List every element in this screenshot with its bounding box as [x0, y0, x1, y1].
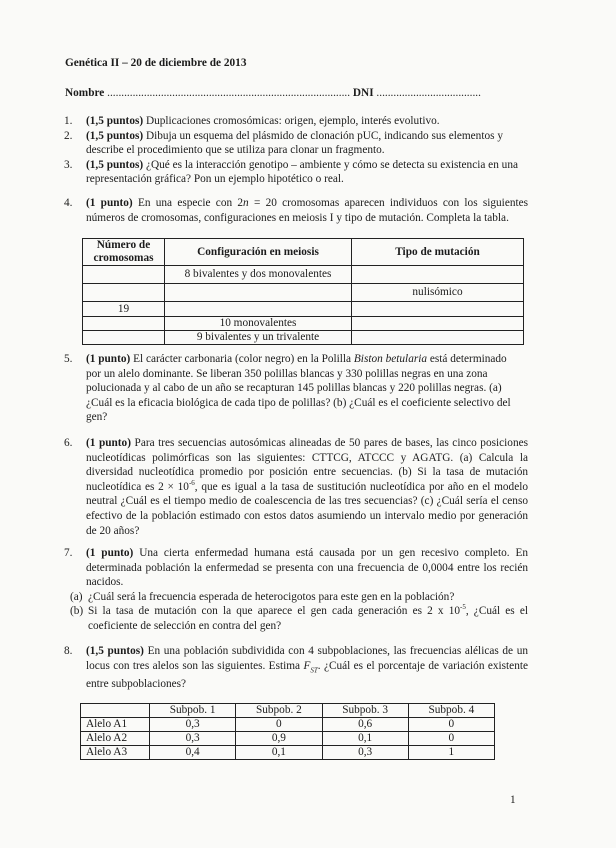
col-header-chromosomes: Número de cromosomas: [83, 239, 165, 266]
question-6: 6. (1 punto) Para tres secuencias autosómicas alineadas de 50 pares de bases, las cinco posiciones nucleotídicas polimórficas son las siguientes: CTTCG, ATCCC y AGATG. (a) Calcula la diversidad nucleotídica promedio por posición entre secuencias. (b) Si la tasa de mutación nucleotídica es $2 \times 10^{-6}$, que es igual a la tasa de sustitución nucleotídica por año en el modelo neutral ¿Cuál es el tiempo medio de coalescencia de las tres secuencias? (c) ¿Cuál sería el censo efectivo de la población estimado con estos datos asumiendo un intervalo medio por generación de 20 años?: [64, 437, 529, 537]
question-2: 2. (1,5 puntos) Dibuja un esquema del plásmido de clonación pUC, indicando sus elementos y describe el procedimiento que se utiliza para clonar un fragmento.: [64, 129, 503, 157]
page-title: Genética II – 20 de diciembre de 2013: [65, 57, 247, 69]
question-7b: (b) Si la tasa de mutación con la que aparece el gen cada generación es 2 x $10^{-5}$, ¿Cuál es el coeficiente de selección en contra del gen?: [70, 603, 528, 632]
question-4: 4. (1 punto) En una especie con 2n = 20 cromosomas aparecen individuos con los siguientes números de cromosomas, configuraciones en meiosis I y tipo de mutación. Completa la tabla.: [64, 197, 529, 224]
table-row: nulisómico: [83, 284, 524, 302]
question-7a: (a) ¿Cuál será la frecuencia esperada de heterocigotos para este gen en la población?: [70, 590, 455, 603]
questions-1-3: [64, 114, 528, 187]
table-row: Alelo A3 0,4 0,1 0,3 1: [81, 746, 495, 760]
table-row: 8 bivalentes y dos monovalentes: [83, 266, 524, 284]
table-row: 10 monovalentes: [83, 317, 524, 331]
dni-dots: .....................................: [376, 87, 481, 99]
page-number: 1: [510, 794, 516, 806]
meiosis-table: [82, 238, 524, 345]
question-5: 5. (1 punto) El carácter carbonaria (color negro) en la Polilla Biston betularia está determinado por un alelo dominante. Se liberan 350 polillas blancas y 330 polillas negras en una zona polucionada y al cabo de un año se recapturan 145 polillas blancas y 220 polillas negras. (a) ¿Cuál es la eficacia biológica de cada tipo de polillas? (b) ¿Cuál es el coeficiente selectivo del gen?: [64, 353, 511, 424]
table-row: 19: [83, 302, 524, 317]
frequency-table: [80, 703, 495, 760]
question-7: 7. (1 punto) Una cierta enfermedad humana está causada por un gen recesivo completo. En determinada población la enfermedad se presenta con una frecuencia de 0,0004 entre los recién nacidos. (a) ¿Cuál será la frecuencia esperada de heterocigotos para este gen en la población? (b) Si la tasa de mutación con la que aparece el gen cada generación es 2 x $10^{-5}$, ¿Cuál es el coeficiente de selección en contra del gen?: [64, 547, 528, 632]
nombre-dots: ......................................................................................: [107, 87, 351, 99]
dni-label: DNI: [352, 87, 374, 99]
table-header-row: Subpob. 1 Subpob. 2 Subpob. 3 Subpob. 4: [81, 704, 495, 718]
question-1: 1. (1,5 puntos) Duplicaciones cromosómicas: origen, ejemplo, interés evolutivo.: [64, 115, 440, 127]
question-3: 3. (1,5 puntos) ¿Qué es la interacción genotipo – ambiente y cómo se detecta su existencia en una representación gráfica? Pon un ejemplo hipotético o real.: [64, 158, 518, 186]
table-header-row: [83, 239, 524, 266]
nombre-label: Nombre: [65, 87, 105, 99]
col-header-meiosis: Configuración en meiosis: [165, 239, 352, 266]
question-8: 8. (1,5 puntos) En una población subdividida con 4 subpoblaciones, las frecuencias alélicas de un locus con tres alelos son las siguientes. Estima $F_{ST}$. ¿Cuál es el porcentaje de variación existente entre subpoblaciones?: [64, 645, 529, 691]
table-row: Alelo A2 0,3 0,9 0,1 0: [81, 732, 495, 746]
name-line: [65, 86, 485, 101]
table-row: Alelo A1 0,3 0 0,6 0: [81, 718, 495, 732]
table-row: 9 bivalentes y un trivalente: [83, 331, 524, 345]
col-header-mutation: Tipo de mutación: [352, 239, 524, 266]
